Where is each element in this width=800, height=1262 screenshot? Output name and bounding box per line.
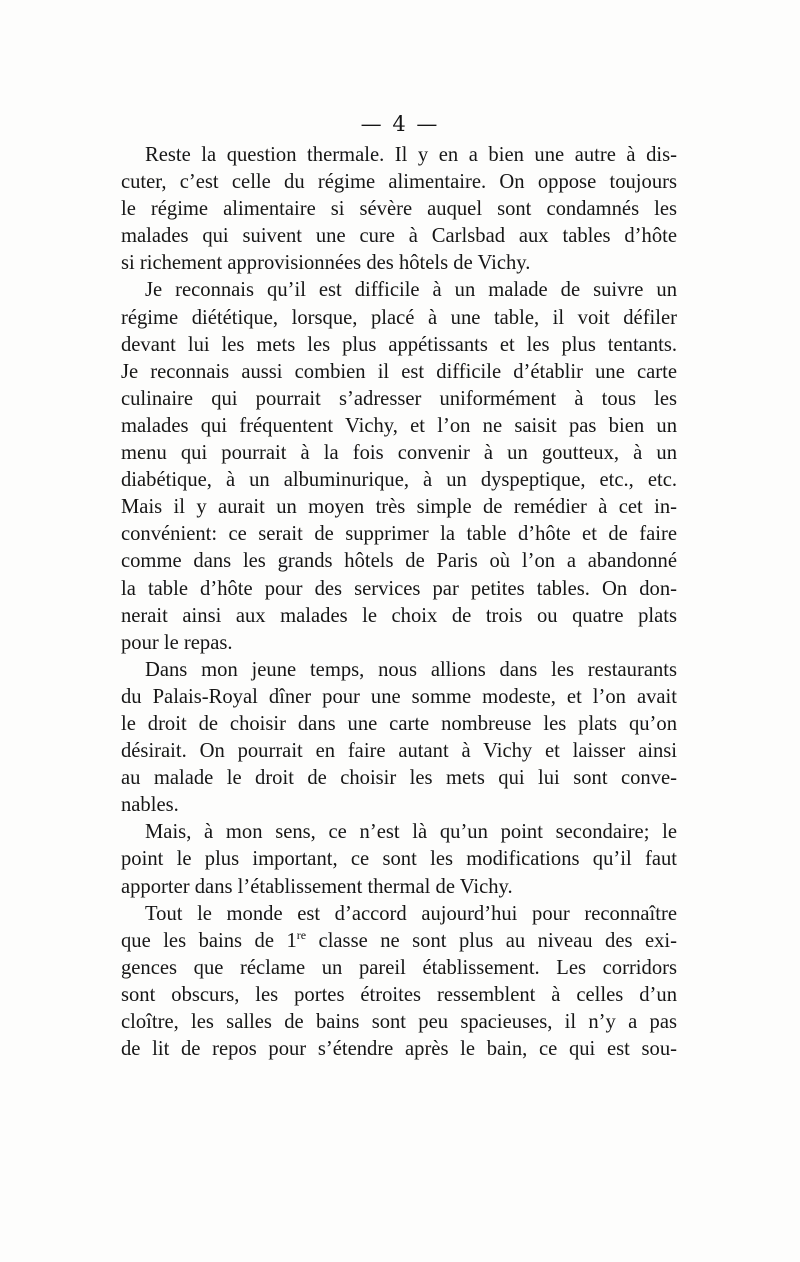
text-line: la table d’hôte pour des services par petites tables. On don- xyxy=(121,577,677,600)
text-fragment: classe ne sont plus au niveau des exi- xyxy=(306,929,677,952)
text-line: Reste la question thermale. Il y en a bien une autre à dis- xyxy=(145,144,677,166)
text-line: devant lui les mets les plus appétissants et les plus tentants. xyxy=(121,333,677,356)
body-text xyxy=(121,142,677,1063)
text-line: nables. xyxy=(121,794,179,817)
text-line: malades qui suivent une cure à Carlsbad aux tables d’hôte xyxy=(121,225,677,248)
text-line: le droit de choisir dans une carte nombreuse les plats qu’on xyxy=(121,712,677,735)
text-line: du Palais-Royal dîner pour une somme modeste, et l’on avait xyxy=(121,685,677,708)
text-line: convénient: ce serait de supprimer la table d’hôte et de faire xyxy=(121,523,677,546)
text-line: apporter dans l’établissement thermal de Vichy. xyxy=(121,875,513,898)
text-line: Mais il y aurait un moyen très simple de remédier à cet in- xyxy=(121,496,677,519)
text-line: le régime alimentaire si sévère auquel sont condamnés les xyxy=(121,198,677,221)
text-line: désirait. On pourrait en faire autant à Vichy et laisser ainsi xyxy=(121,740,677,763)
text-line: Mais, à mon sens, ce n’est là qu’un point secondaire; le xyxy=(145,821,677,844)
text-line: gences que réclame un pareil établissement. Les corridors xyxy=(121,956,677,979)
text-line: cuter, c’est celle du régime alimentaire. On oppose toujours xyxy=(121,171,677,194)
text-line: Je reconnais qu’il est difficile à un malade de suivre un xyxy=(145,279,677,302)
text-fragment: que les bains de 1 xyxy=(121,929,297,952)
text-line: malades qui fréquentent Vichy, et l’on ne saisit pas bien un xyxy=(121,414,677,437)
text-line: au malade le droit de choisir les mets qui lui sont conve- xyxy=(121,767,677,790)
text-line: sont obscurs, les portes étroites ressemblent à celles d’un xyxy=(121,983,677,1006)
text-line: comme dans les grands hôtels de Paris où l’on a abandonné xyxy=(121,550,677,573)
text-line-with-superscript xyxy=(121,928,677,955)
text-line: cloître, les salles de bains sont peu spacieuses, il n’y a pas xyxy=(121,1011,677,1033)
text-line: régime diététique, lorsque, placé à une table, il voit défiler xyxy=(121,306,677,329)
text-line: nerait ainsi aux malades le choix de trois ou quatre plats xyxy=(121,604,677,627)
text-line: Tout le monde est d’accord aujourd’hui pour reconnaître xyxy=(145,902,677,925)
text-line: de lit de repos pour s’étendre après le bain, ce qui est sou- xyxy=(121,1038,677,1061)
text-line: pour le repas. xyxy=(121,631,233,654)
superscript: re xyxy=(296,927,307,942)
text-line: menu qui pourrait à la fois convenir à un goutteux, à un xyxy=(121,442,677,465)
text-line: culinaire qui pourrait s’adresser uniformément à tous les xyxy=(121,387,677,410)
text-line: Dans mon jeune temps, nous allions dans les restaurants xyxy=(145,658,677,681)
text-line: si richement approvisionnées des hôtels de Vichy. xyxy=(121,252,531,275)
page-number: — 4 — xyxy=(360,112,440,136)
text-line: Je reconnais aussi combien il est difficile d’établir une carte xyxy=(121,360,677,383)
text-line: point le plus important, ce sont les modifications qu’il faut xyxy=(121,848,677,871)
text-line: diabétique, à un albuminurique, à un dyspeptique, etc., etc. xyxy=(121,469,677,492)
